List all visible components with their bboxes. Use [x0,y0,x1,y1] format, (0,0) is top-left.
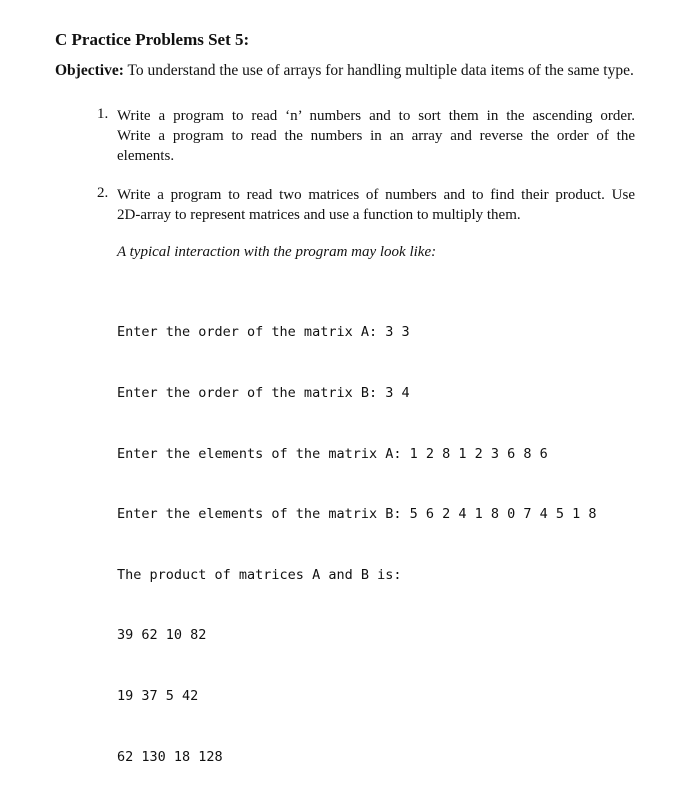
sample-output-line: Enter the elements of the matrix B: 5 6 2 4 1 8 0 7 4 5 1 8 [117,506,597,523]
sample-output-line: The product of matrices A and B is: [117,566,402,583]
sample-output-line: 62 130 18 128 [117,748,223,765]
objective-text: To understand the use of arrays for handling multiple data items of the same type. [123,62,634,79]
interaction-note: A typical interaction with the program may look like: [117,244,437,260]
problem-1-text [117,106,635,166]
sample-output-line: 19 37 5 42 [117,687,199,704]
problem-2-line-2: 2D-array to represent matrices and use a function to multiply them. [117,207,521,223]
page-title: C Practice Problems Set 5: [55,30,250,49]
problem-2-text [117,185,635,225]
problem-1-line-2: Write a program to read the numbers in an array and reverse the order of the [117,128,635,144]
sample-output-line: 39 62 10 82 [117,627,207,644]
sample-output-line: Enter the elements of the matrix A: 1 2 8 1 2 3 6 8 6 [117,445,548,462]
objective-label: Objective: [55,62,124,79]
problem-1-line-3: elements. [117,148,175,164]
problem-1-number: 1. [97,106,109,122]
sample-output-line: Enter the order of the matrix A: 3 3 [117,324,410,341]
objective-paragraph [55,60,640,81]
sample-output-line: Enter the order of the matrix B: 3 4 [117,385,410,401]
problem-1-line-1: Write a program to read ‘n’ numbers and to sort them in the ascending order. [117,108,635,124]
problem-2-line-1: Write a program to read two matrices of numbers and to find their product. Use [117,187,635,203]
problem-2-number: 2. [97,185,109,201]
sample-output-block [117,282,597,787]
